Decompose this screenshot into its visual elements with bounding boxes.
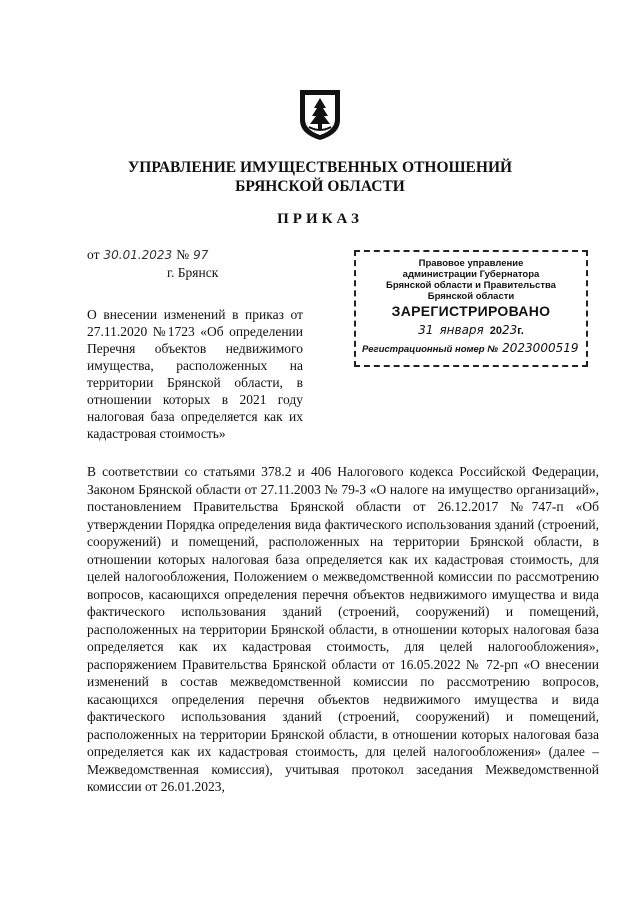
registration-stamp (354, 250, 588, 367)
stamp-day: 31 (418, 323, 434, 337)
document-subject: О внесении изменений в приказ от 27.11.2020 №1723 «Об определении Перечня объектов недвижимого имущества, расположенных на территории Брянской области, в отношении которых в 2021 году налоговая база определяется как их кадастровая стоимость» (87, 307, 303, 441)
stamp-reg-label: Регистрационный номер № (362, 344, 499, 355)
stamp-org-line3: Брянской области и Правительства (386, 280, 556, 291)
document-type: ПРИКАЗ (277, 211, 363, 227)
stamp-year-unit: г. (517, 325, 524, 337)
stamp-reg-number: 2023000519 (502, 341, 579, 355)
organization-title (0, 158, 640, 196)
handwritten-date: 30.01.2023 (103, 248, 173, 262)
stamp-org-line2: администрации Губернатора (402, 269, 540, 280)
document-body: В соответствии со статьями 378.2 и 406 Налогового кодекса Российской Федерации, Законом Брянской области от 27.11.2003 № 79-З «О налоге на имущество организаций», постановлением Правительства Брянской области от 26.12.2017 №747-п «Об утверждении Порядка определения вида фактического использования зданий (строений, сооружений) и помещений, расположенных на территории Брянской области, в отношении которых налоговая база определяется как их кадастровая стоимость, для целей налогообложения, Положением о межведомственной комиссии по рассмотрению вопросов, касающихся определения перечня объектов недвижимого имущества и вида фактического использования зданий (строений, сооружений) и помещений, расположенных на территории Брянской области, в отношении которых налоговая база определяется как их кадастровая стоимость, для целей налогообложения», распоряжением Правительства Брянской области от 16.05.2022 № 72-рп «О внесении изменений в состав межведомственной комиссии по рассмотрению вопросов, касающихся определения перечня объектов недвижимого имущества и вида фактического использования зданий (строений, сооружений) и помещений, расположенных на территории Брянской области, в отношении которых налоговая база определяется как их кадастровая стоимость, для целей налогообложения» (далее – Межведомственная комиссия), учитывая протокол заседания Межведомственной комиссии от 26.01.2023, (87, 464, 599, 794)
stamp-year-suffix: 23 (502, 323, 518, 337)
document-meta (87, 246, 218, 281)
stamp-month: января (439, 323, 484, 337)
city: г. Брянск (167, 265, 219, 280)
handwritten-number: 97 (193, 248, 209, 262)
organization-title-line2: БРЯНСКОЙ ОБЛАСТИ (235, 178, 405, 195)
stamp-org-line1: Правовое управление (418, 258, 524, 269)
stamp-year-prefix: 20 (489, 325, 503, 337)
organization-title-line1: УПРАВЛЕНИЕ ИМУЩЕСТВЕННЫХ ОТНОШЕНИЙ (127, 159, 513, 176)
date-prefix: от (87, 247, 100, 262)
number-label: № (176, 247, 190, 262)
coat-of-arms-icon (296, 86, 344, 142)
stamp-org-line4: Брянской области (427, 291, 515, 302)
stamp-date (362, 323, 580, 337)
stamp-registered: ЗАРЕГИСТРИРОВАНО (391, 303, 551, 319)
stamp-reg-number-row (362, 341, 580, 355)
